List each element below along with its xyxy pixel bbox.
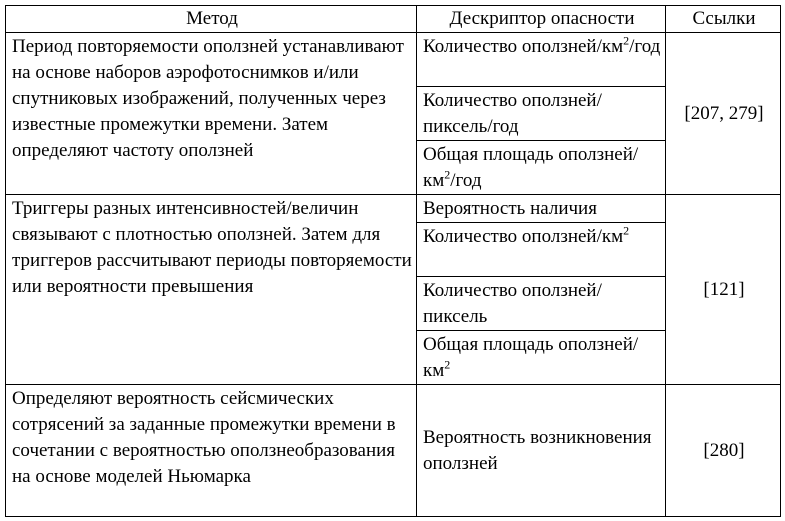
descriptor-text: Общая площадь оползней/км: [423, 334, 639, 381]
descriptor-cell: [417, 87, 666, 141]
descriptor-cell: [417, 195, 666, 223]
method-cell: Триггеры разных интенсивностей/величин связывают с плотностью оползней. Затем для триггеров рассчитывают периоды повторяемости или вероятности превышения: [6, 195, 417, 385]
descriptor-superscript: 2: [623, 223, 630, 238]
descriptor-cell: [417, 385, 666, 517]
descriptor-text: Количество оползней/км: [423, 36, 624, 57]
table-row: [6, 195, 781, 223]
header-refs: Ссылки: [666, 6, 781, 33]
descriptor-text: Количество оползней/км: [423, 226, 624, 247]
descriptor-cell: [417, 223, 666, 277]
descriptor-suffix: /год: [629, 36, 661, 57]
descriptor-cell: [417, 331, 666, 385]
hazard-methods-table: [5, 5, 781, 517]
refs-cell: [121]: [666, 195, 781, 385]
descriptor-cell: [417, 33, 666, 87]
descriptor-text: Количество оползней/пиксель/год: [423, 90, 602, 137]
descriptor-superscript: 2: [444, 167, 451, 182]
method-cell: Период повторяемости оползней устанавливают на основе наборов аэрофотоснимков и/или спутниковых изображений, полученных через известные промежутки времени. Затем определяют частоту оползней: [6, 33, 417, 195]
refs-cell: [207, 279]: [666, 33, 781, 195]
table-header-row: [6, 6, 781, 33]
table-row: [6, 33, 781, 87]
descriptor-text: Общая площадь оползней/км: [423, 144, 639, 191]
header-descriptor: Дескриптор опасности: [417, 6, 666, 33]
descriptor-superscript: 2: [444, 357, 451, 372]
header-method: Метод: [6, 6, 417, 33]
descriptor-superscript: 2: [623, 33, 630, 48]
descriptor-suffix: /год: [450, 170, 482, 191]
descriptor-cell: [417, 277, 666, 331]
refs-cell: [280]: [666, 385, 781, 517]
descriptor-text: Вероятность возникновения оползней: [423, 427, 652, 474]
descriptor-text: Количество оползней/пиксель: [423, 280, 602, 327]
descriptor-cell: [417, 141, 666, 195]
descriptor-text: Вероятность наличия: [423, 198, 597, 219]
method-cell: Определяют вероятность сейсмических сотрясений за заданные промежутки времени в сочетании с вероятностью оползнеобразования на основе моделей Ньюмарка: [6, 385, 417, 517]
table-row: [6, 385, 781, 517]
